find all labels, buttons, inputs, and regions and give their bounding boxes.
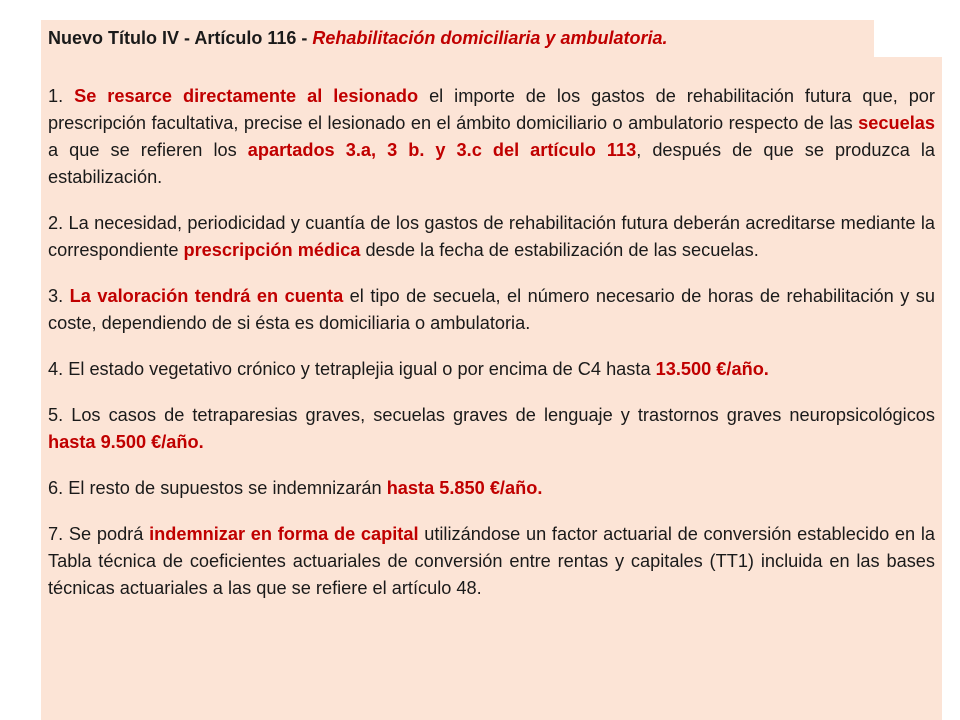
highlighted-text: hasta 5.850 €/año. [386,478,543,498]
paragraph-text: 1. [48,86,75,106]
highlighted-text: 13.500 €/año. [655,359,769,379]
paragraph-text: el importe de los gastos de rehabilitación futura que, por prescripción facultativa, precise el lesionado en el ámbito domiciliario o ambulatorio respecto de las [48,86,935,133]
paragraph-text: 5. Los casos de tetraparesias graves, secuelas graves de lenguaje y trastornos graves neuropsicológicos [48,405,935,425]
title-prefix: Nuevo Título IV - Artículo 116 - [48,28,313,48]
paragraph-text: , después de que se produzca la estabilización. [48,140,935,187]
highlighted-text: secuelas [858,113,935,133]
highlighted-text: apartados 3.a, 3 b. y 3.c del artículo 113 [247,140,637,160]
article-body [48,83,935,621]
paragraph-text: 6. El resto de supuestos se indemnizarán [48,478,387,498]
paragraph-2 [48,210,935,264]
article-title [48,28,868,49]
highlighted-text: indemnizar en forma de capital [149,524,419,544]
paragraph-text: 3. [48,286,70,306]
paragraph-text: 2. La necesidad, periodicidad y cuantía de los gastos de rehabilitación futura deberán acreditarse mediante la correspondiente [48,213,935,260]
paragraph-3 [48,283,935,337]
highlighted-text: La valoración tendrá en cuenta [69,286,344,306]
paragraph-text: desde la fecha de estabilización de las secuelas. [360,240,759,260]
paragraph-7 [48,521,935,602]
paragraph-text: a que se refieren los [48,140,248,160]
paragraph-6 [48,475,935,502]
title-highlight: Rehabilitación domiciliaria y ambulatoria. [312,28,668,48]
paragraph-5 [48,402,935,456]
paragraph-text: 4. El estado vegetativo crónico y tetraplejia igual o por encima de C4 hasta [48,359,656,379]
paragraph-text: utilizándose un factor actuarial de conversión establecido en la Tabla técnica de coeficientes actuariales de conversión entre rentas y capitales (TT1) incluida en las bases técnicas actuariales a las que se refiere el artículo 48. [48,524,935,598]
paragraph-1 [48,83,935,191]
paragraph-text: 7. Se podrá [48,524,150,544]
highlighted-text: hasta 9.500 €/año. [48,432,204,452]
paragraph-4 [48,356,935,383]
paragraph-text: el tipo de secuela, el número necesario de horas de rehabilitación y su coste, dependiendo de si ésta es domiciliaria o ambulatoria. [48,286,935,333]
highlighted-text: prescripción médica [183,240,361,260]
highlighted-text: Se resarce directamente al lesionado [74,86,419,106]
